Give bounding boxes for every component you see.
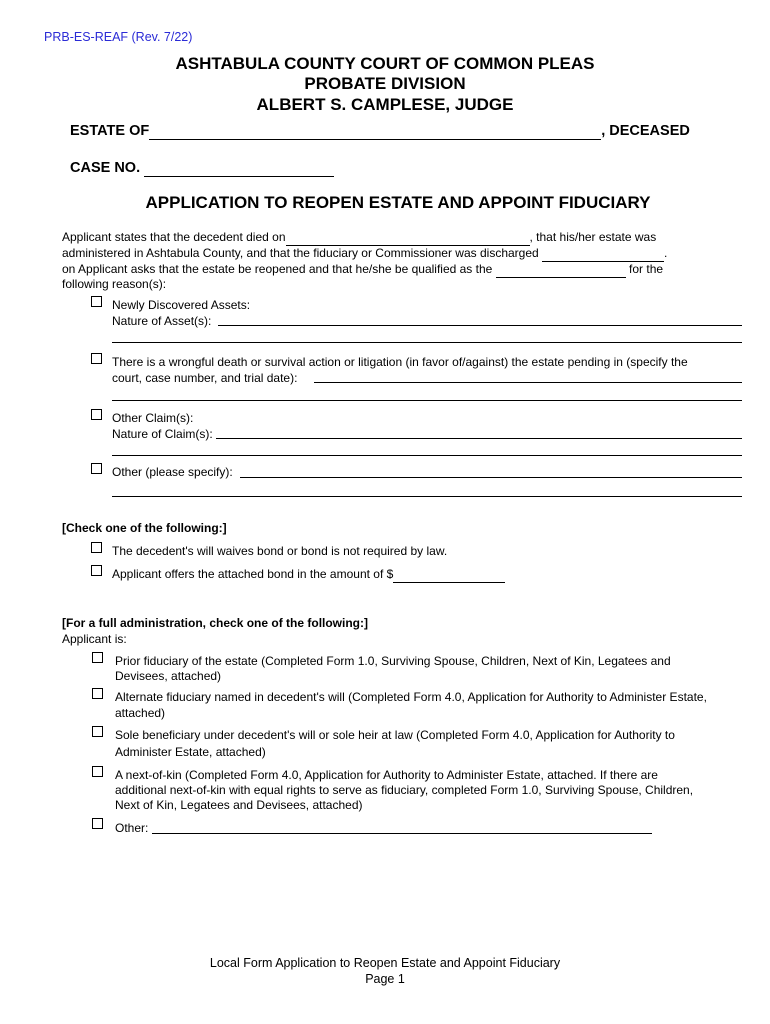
estate-name-field[interactable] xyxy=(149,123,601,140)
intro-line-2: administered in Ashtabula County, and that the fiduciary or Commissioner was discharged . xyxy=(62,246,668,260)
deceased-label: , DECEASED xyxy=(601,123,690,139)
bond-waived-label: The decedent's will waives bond or bond is not required by law. xyxy=(112,544,448,558)
bond-amount-field[interactable] xyxy=(393,566,505,583)
next-of-kin-line-2: additional next-of-kin with equal rights to serve as fiduciary, completed Form 1.0, Surviving Spouse, Children, xyxy=(115,783,694,797)
litigation-details-field-2[interactable] xyxy=(112,400,742,401)
case-no-label: CASE NO. xyxy=(70,160,141,176)
claim-nature-field-2[interactable] xyxy=(112,455,742,456)
reason-other-checkbox[interactable] xyxy=(91,463,102,474)
litigation-details-field[interactable] xyxy=(314,382,742,383)
sole-beneficiary-line-2: Administer Estate, attached) xyxy=(115,745,266,759)
asset-nature-field[interactable] xyxy=(218,325,742,326)
next-of-kin-line-3: Next of Kin, Legatees and Devisees, attached) xyxy=(115,798,363,812)
form-title: APPLICATION TO REOPEN ESTATE AND APPOINT FIDUCIARY xyxy=(145,193,651,212)
discharge-date-field[interactable] xyxy=(542,245,664,262)
estate-of-row xyxy=(70,123,690,140)
applicant-is-label: Applicant is: xyxy=(62,632,127,646)
judge-name: ALBERT S. CAMPLESE, JUDGE xyxy=(256,95,514,114)
claim-nature-label: Nature of Claim(s): xyxy=(112,427,213,441)
alternate-fiduciary-checkbox[interactable] xyxy=(92,688,103,699)
case-no-field[interactable] xyxy=(144,160,334,177)
claim-nature-field[interactable] xyxy=(216,438,742,439)
next-of-kin-checkbox[interactable] xyxy=(92,766,103,777)
admin-heading: [For a full administration, check one of the following:] xyxy=(62,616,369,630)
reason-litigation-line-2: court, case number, and trial date): xyxy=(112,371,298,385)
asset-nature-label: Nature of Asset(s): xyxy=(112,314,212,328)
reason-claims-label: Other Claim(s): xyxy=(112,411,194,425)
admin-other-label: Other: xyxy=(115,821,149,835)
estate-of-label: ESTATE OF xyxy=(70,123,150,139)
bond-attached-label: Applicant offers the attached bond in the amount of $ xyxy=(112,567,394,581)
intro-line-3: on Applicant asks that the estate be reopened and that he/she be qualified as the for the xyxy=(62,262,664,276)
footer-page-number: Page 1 xyxy=(365,972,405,986)
bond-waived-checkbox[interactable] xyxy=(91,542,102,553)
prior-fiduciary-line-2: Devisees, attached) xyxy=(115,669,222,683)
alternate-fiduciary-line-2: attached) xyxy=(115,706,166,720)
court-division: PROBATE DIVISION xyxy=(304,74,466,93)
intro-line-1: Applicant states that the decedent died on , that his/her estate was xyxy=(62,230,657,244)
reason-claims-checkbox[interactable] xyxy=(91,409,102,420)
next-of-kin-line-1: A next-of-kin (Completed Form 4.0, Application for Authority to Administer Estate, attached. If there are xyxy=(115,768,658,782)
prior-fiduciary-line-1: Prior fiduciary of the estate (Completed Form 1.0, Surviving Spouse, Children, Next of Kin, Legatees and xyxy=(115,654,671,668)
reason-other-label: Other (please specify): xyxy=(112,465,233,479)
form-id: PRB-ES-REAF (Rev. 7/22) xyxy=(44,30,193,44)
asset-nature-field-2[interactable] xyxy=(112,342,742,343)
court-name: ASHTABULA COUNTY COURT OF COMMON PLEAS xyxy=(175,54,595,73)
footer-form-name: Local Form Application to Reopen Estate and Appoint Fiduciary xyxy=(209,956,561,970)
sole-beneficiary-checkbox[interactable] xyxy=(92,726,103,737)
sole-beneficiary-line-1: Sole beneficiary under decedent's will or sole heir at law (Completed Form 4.0, Application for Authority to xyxy=(115,728,675,742)
admin-other-checkbox[interactable] xyxy=(92,818,103,829)
fiduciary-role-field[interactable] xyxy=(496,261,626,278)
bond-heading: [Check one of the following:] xyxy=(62,521,227,535)
prior-fiduciary-checkbox[interactable] xyxy=(92,652,103,663)
bond-attached-checkbox[interactable] xyxy=(91,565,102,576)
case-no-row xyxy=(70,160,334,177)
reason-litigation-line-1: There is a wrongful death or survival action or litigation (in favor of/against) the estate pending in (specify the xyxy=(112,355,688,369)
reason-other-field[interactable] xyxy=(240,477,742,478)
reason-assets-checkbox[interactable] xyxy=(91,296,102,307)
reason-litigation-checkbox[interactable] xyxy=(91,353,102,364)
date-of-death-field[interactable] xyxy=(286,229,530,246)
alternate-fiduciary-line-1: Alternate fiduciary named in decedent's will (Completed Form 4.0, Application for Authority to Administer Estate, xyxy=(115,690,707,704)
intro-line-4: following reason(s): xyxy=(62,277,167,291)
bond-attached-row xyxy=(112,566,505,583)
admin-other-field[interactable] xyxy=(152,833,652,834)
reason-other-field-2[interactable] xyxy=(112,496,742,497)
reason-assets-label: Newly Discovered Assets: xyxy=(112,298,251,312)
